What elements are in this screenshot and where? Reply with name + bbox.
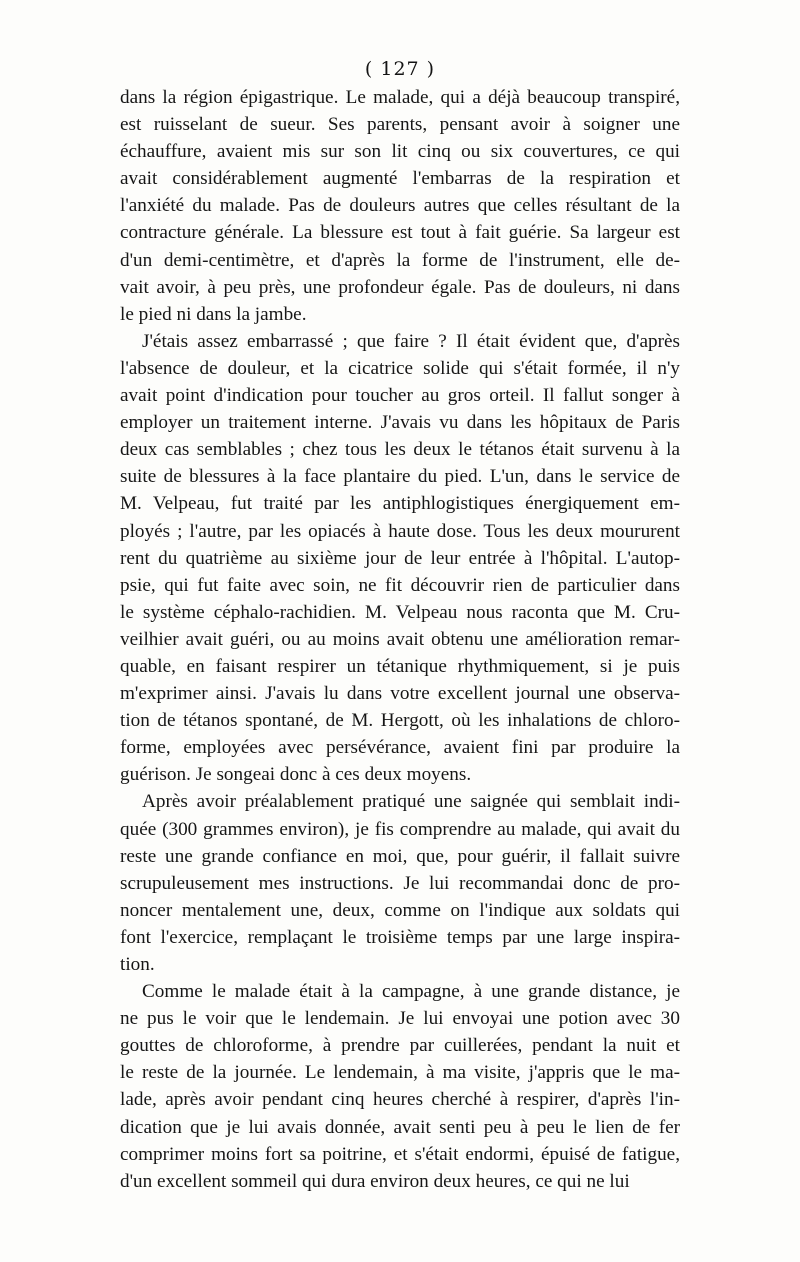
text-line: quée (300 grammes environ), je fis comprendre au malade, qui avait du <box>120 818 680 840</box>
text-line: ployés ; l'autre, par les opiacés à haute dose. Tous les deux moururent <box>120 520 680 542</box>
text-line: lade, après avoir pendant cinq heures cherché à respirer, d'après l'in- <box>120 1089 680 1111</box>
text-line: le pied ni dans la jambe. <box>120 303 307 325</box>
text-line: forme, employées avec persévérance, avaient fini par produire la <box>120 737 680 759</box>
text-line: rent du quatrième au sixième jour de leur entrée à l'hôpital. L'autop- <box>120 547 680 569</box>
text-line: le système céphalo-rachidien. M. Velpeau nous raconta que M. Cru- <box>120 601 680 623</box>
text-line: scrupuleusement mes instructions. Je lui recommandai donc de pro- <box>120 872 680 894</box>
text-line: avait point d'indication pour toucher au gros orteil. Il fallut songer à <box>120 385 680 407</box>
paragraph <box>120 84 680 328</box>
text-line: noncer mentalement une, deux, comme on l'indique aux soldats qui <box>120 899 680 921</box>
text-line: reste une grande confiance en moi, que, pour guérir, il fallait suivre <box>120 845 680 867</box>
text-line: m'exprimer ainsi. J'avais lu dans votre excellent journal une observa- <box>120 683 680 705</box>
text-line: l'absence de douleur, et la cicatrice solide qui s'était formée, il n'y <box>120 357 680 379</box>
text-line: J'étais assez embarrassé ; que faire ? Il était évident que, d'après <box>142 330 680 352</box>
paragraph <box>120 788 680 978</box>
text-line: l'anxiété du malade. Pas de douleurs autres que celles résultant de la <box>120 195 680 217</box>
text-line: ne pus le voir que le lendemain. Je lui envoyai une potion avec 30 <box>120 1008 680 1030</box>
text-line: font l'exercice, remplaçant le troisième temps par une large inspira- <box>120 926 680 948</box>
text-line: guérison. Je songeai donc à ces deux moyens. <box>120 764 472 786</box>
text-line: avait considérablement augmenté l'embarras de la respiration et <box>120 168 680 190</box>
body-text <box>120 84 680 1195</box>
text-line: Comme le malade était à la campagne, à une grande distance, je <box>142 981 680 1003</box>
page-number: ( 127 ) <box>364 58 436 80</box>
text-line: le reste de la journée. Le lendemain, à ma visite, j'appris que le ma- <box>120 1062 680 1084</box>
text-line: veilhier avait guéri, ou au moins avait obtenu une amélioration remar- <box>120 628 680 650</box>
text-line: suite de blessures à la face plantaire du pied. L'un, dans le service de <box>120 466 680 488</box>
text-line: Après avoir préalablement pratiqué une saignée qui semblait indi- <box>142 791 680 813</box>
text-line: employer un traitement interne. J'avais vu dans les hôpitaux de Paris <box>120 412 680 434</box>
text-line: quable, en faisant respirer un tétanique rhythmiquement, si je puis <box>120 655 680 677</box>
text-line: vait avoir, à peu près, une profondeur égale. Pas de douleurs, ni dans <box>120 276 680 298</box>
text-line: dans la région épigastrique. Le malade, qui a déjà beaucoup transpiré, <box>120 87 680 108</box>
text-line: d'un demi-centimètre, et d'après la forme de l'instrument, elle de- <box>120 249 680 271</box>
text-line: deux cas semblables ; chez tous les deux le tétanos était survenu à la <box>120 439 680 461</box>
text-line: est ruisselant de sueur. Ses parents, pensant avoir à soigner une <box>120 114 680 136</box>
text-line: dication que je lui avais donnée, avait senti peu à peu le lien de fer <box>120 1116 680 1138</box>
text-line: tion. <box>120 954 155 975</box>
text-line: gouttes de chloroforme, à prendre par cuillerées, pendant la nuit et <box>120 1035 680 1057</box>
text-line: tion de tétanos spontané, de M. Hergott, où les inhalations de chloro- <box>120 710 680 732</box>
text-line: d'un excellent sommeil qui dura environ deux heures, ce qui ne lui <box>120 1170 630 1192</box>
text-line: M. Velpeau, fut traité par les antiphlogistiques énergiquement em- <box>120 493 680 515</box>
paragraph <box>120 328 680 789</box>
text-line: comprimer moins fort sa poitrine, et s'était endormi, épuisé de fatigue, <box>120 1143 680 1165</box>
paragraph <box>120 978 680 1195</box>
text-line: échauffure, avaient mis sur son lit cinq ou six couvertures, ce qui <box>120 141 680 163</box>
text-line: contracture générale. La blessure est tout à fait guérie. Sa largeur est <box>120 222 680 244</box>
text-line: psie, qui fut faite avec soin, ne fit découvrir rien de particulier dans <box>120 574 680 596</box>
